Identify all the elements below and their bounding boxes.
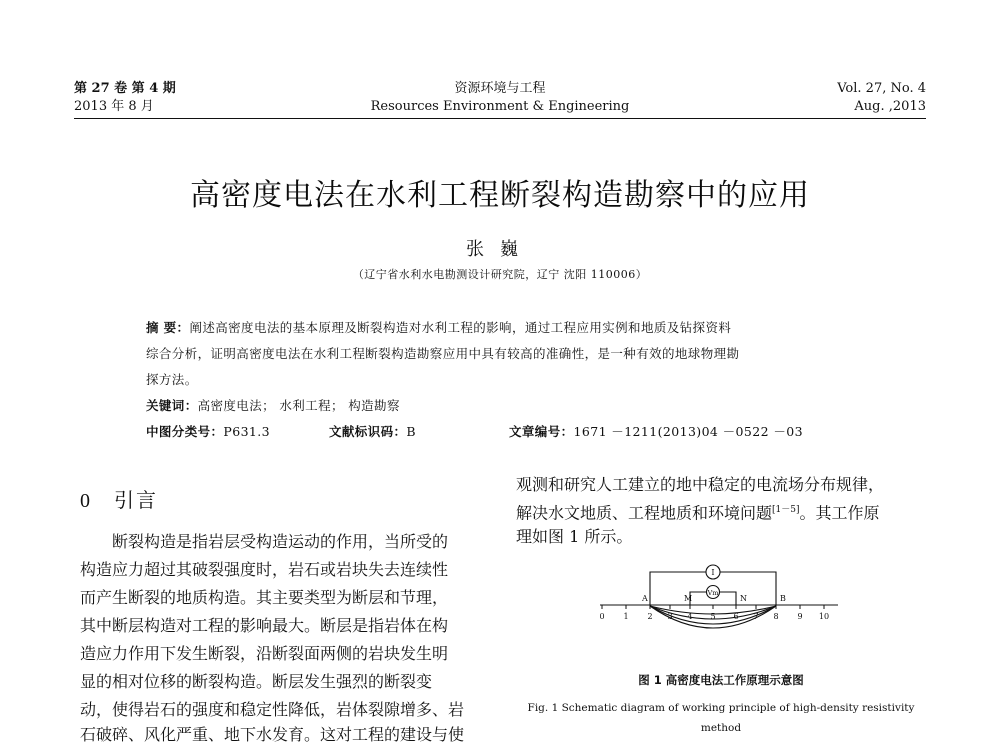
electrode-n-label: N — [740, 594, 747, 603]
tick-label: 5 — [710, 612, 716, 621]
body-left-line-1: 断裂构造是指岩层受构造运动的作用，当所受的 — [112, 532, 449, 551]
doc-code-label: 文献标识码： — [329, 424, 407, 439]
article-no-value: 1671 －1211(2013)04 －0522 －03 — [573, 424, 803, 439]
journal-vol-en: Vol. 27, No. 4 — [837, 81, 926, 96]
article-no-label: 文章编号： — [509, 424, 574, 439]
tick-label: 10 — [818, 612, 830, 621]
header-rule — [74, 118, 926, 119]
voltmeter-label: Vm — [707, 589, 719, 597]
abstract-line-3: 探方法。 — [146, 372, 198, 387]
body-right-line-2 — [516, 500, 926, 523]
figure-schematic — [590, 560, 850, 652]
abstract-label: 摘 要： — [146, 320, 190, 335]
keywords-line — [146, 397, 400, 415]
keywords-label: 关键词： — [146, 398, 198, 413]
author-affiliation: （辽宁省水利水电勘测设计研究院，辽宁 沈阳 110006） — [352, 268, 648, 281]
section-number: 0 — [80, 490, 92, 512]
tick-label: 3 — [667, 612, 673, 621]
electrode-a-label: A — [642, 594, 648, 603]
tick-label: 2 — [647, 612, 653, 621]
body-right-line-2-text: 解决水文地质、工程地质和环境问题 — [516, 503, 773, 523]
tick-label: 8 — [773, 612, 779, 621]
tick-label: 4 — [687, 612, 693, 621]
journal-volume-issue: 第 27 卷 第 4 期 — [74, 81, 176, 96]
electrode-ticks — [602, 605, 824, 609]
body-left-line-4: 其中断层构造对工程的影响最大。断层是指岩体在构 — [80, 616, 449, 635]
tick-label: 7 — [753, 612, 759, 621]
article-title: 高密度电法在水利工程断裂构造勘察中的应用 — [190, 178, 810, 213]
abstract-text-1: 阐述高密度电法的基本原理及断裂构造对水利工程的影响，通过工程应用实例和地质及钻探资料 — [189, 320, 732, 335]
tick-label: 6 — [733, 612, 739, 621]
electrode-m-label: M — [684, 594, 693, 603]
body-left-line-2: 构造应力超过其破裂强度时，岩石或岩块失去连续性 — [80, 560, 449, 579]
journal-name-en: Resources Environment & Engineering — [370, 99, 630, 114]
journal-date-en: Aug. ,2013 — [854, 99, 926, 114]
body-left-line-3: 而产生断裂的地质构造。其主要类型为断层和节理， — [80, 588, 449, 607]
body-right-line-1: 观测和研究人工建立的地中稳定的电流场分布规律， — [516, 475, 885, 494]
tick-label: 0 — [599, 612, 605, 621]
body-right-line-2-tail: 。其工作原 — [799, 503, 880, 523]
doc-code-value: B — [406, 424, 416, 439]
abstract-line-1 — [146, 319, 731, 337]
figure-caption-cn: 图 1 高密度电法工作原理示意图 — [638, 673, 804, 687]
ammeter-label: I — [711, 568, 715, 577]
tick-labels — [599, 612, 829, 621]
body-left-line-5: 造应力作用下发生断裂，沿断裂面两侧的岩块发生明 — [80, 644, 449, 663]
abstract-line-2: 综合分析，证明高密度电法在水利工程断裂构造勘察应用中具有较高的准确性，是一种有效的地球物理勘 — [146, 346, 740, 361]
tick-label: 1 — [623, 612, 629, 621]
author-name: 张巍 — [466, 239, 534, 260]
body-left-line-8: 石破碎、风化严重、地下水发育。这对工程的建设与使 — [80, 725, 465, 744]
article-no-line — [509, 423, 803, 441]
clc-line — [146, 423, 270, 441]
keywords-text: 高密度电法； 水利工程； 构造勘察 — [197, 398, 400, 413]
citation-ref: [1－5] — [772, 505, 800, 515]
section-title: 引言 — [114, 488, 158, 512]
body-left-line-7: 动，使得岩石的强度和稳定性降低，岩体裂隙增多、岩 — [80, 700, 465, 719]
tick-label: 9 — [797, 612, 803, 621]
figure-caption-en: Fig. 1 Schematic diagram of working principle of high-density resistivity method — [527, 702, 915, 734]
journal-name-cn: 资源环境与工程 — [454, 81, 546, 96]
electrode-b-label: B — [780, 594, 786, 603]
body-left-line-6: 显的相对位移的断裂构造。断层发生强烈的断裂变 — [80, 672, 433, 691]
body-right-line-3: 理如图 1 所示。 — [516, 527, 633, 546]
journal-date: 2013 年 8 月 — [74, 99, 154, 114]
doc-code-line — [329, 423, 416, 441]
section-heading — [80, 484, 158, 513]
clc-label: 中图分类号： — [146, 424, 224, 439]
clc-value: P631.3 — [223, 424, 271, 439]
